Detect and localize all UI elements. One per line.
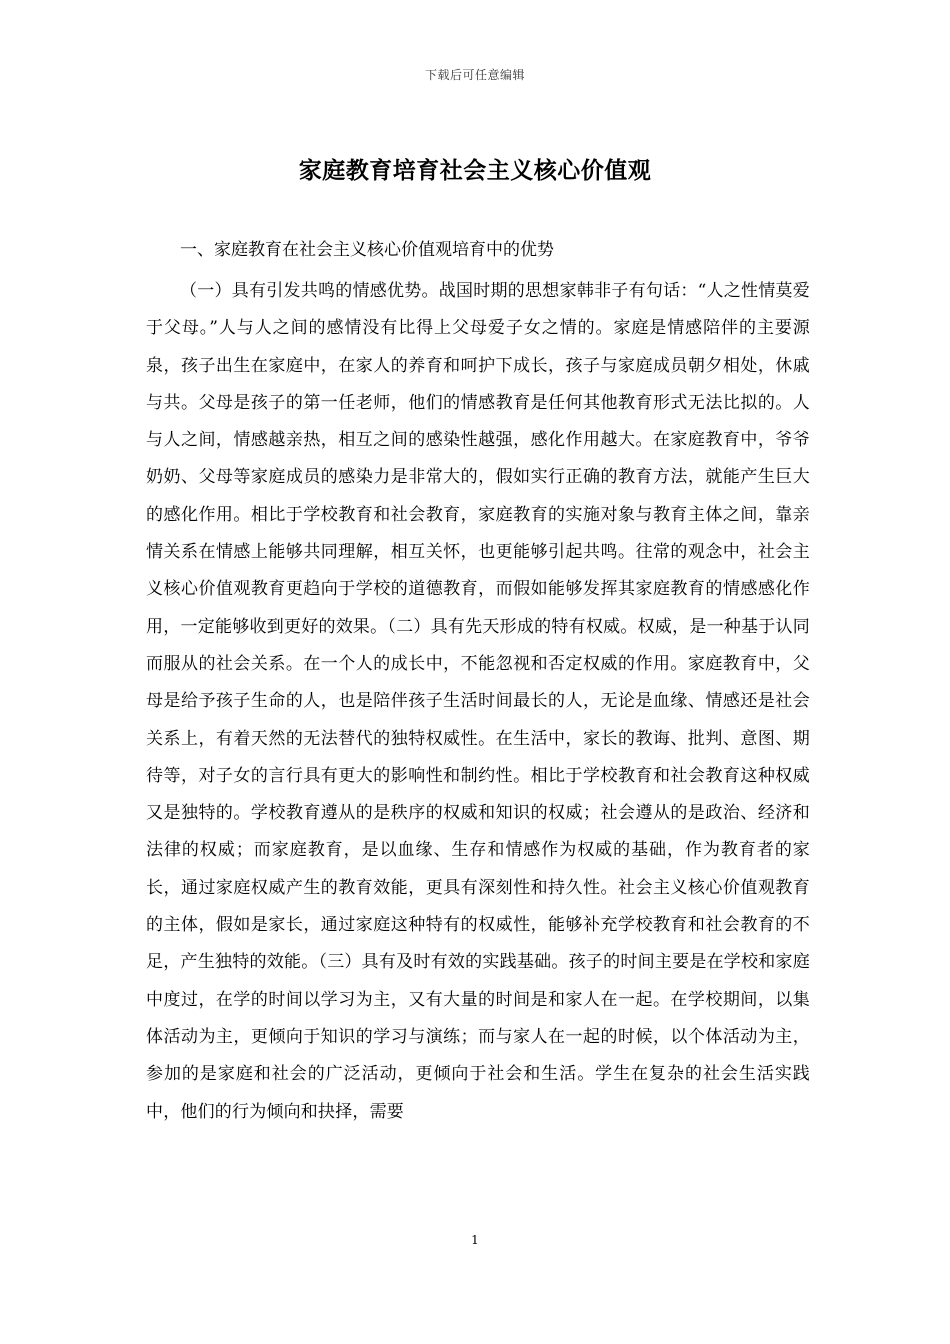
document-title: 家庭教育培育社会主义核心价值观 [298,157,652,184]
body-paragraph: （一）具有引发共鸣的情感优势。战国时期的思想家韩非子有句话：“人之性情莫爱于父母。”人与人之间的感情没有比得上父母爱子女之情的。家庭是情感陪伴的主要源泉，孩子出生在家庭中，在家人的养育和呵护下成长，孩子与家庭成员朝夕相处，休戚与共。父母是孩子的第一任老师，他们的情感教育是任何其他教育形式无法比拟的。人与人之间，情感越亲热，相互之间的感染性越强，感化作用越大。在家庭教育中，爷爷奶奶、父母等家庭成员的感染力是非常大的，假如实行正确的教育方法，就能产生巨大的感化作用。相比于学校教育和社会教育，家庭教育的实施对象与教育主体之间，靠亲情关系在情感上能够共同理解，相互关怀，也更能够引起共鸣。往常的观念中，社会主义核心价值观教育更趋向于学校的道德教育，而假如能够发挥其家庭教育的情感感化作用，一定能够收到更好的效果。（二）具有先天形成的特有权威。权威，是一种基于认同而服从的社会关系。在一个人的成长中，不能忽视和否定权威的作用。家庭教育中，父母是给予孩子生命的人，也是陪伴孩子生活时间最长的人，无论是血缘、情感还是社会关系上，有着天然的无法替代的独特权威性。在生活中，家长的教诲、批判、意图、期待等，对子女的言行具有更大的影响性和制约性。相比于学校教育和社会教育这种权威又是独特的。学校教育遵从的是秩序的权威和知识的权威；社会遵从的是政治、经济和法律的权威；而家庭教育，是以血缘、生存和情感作为权威的基础，作为教育者的家长，通过家庭权威产生的教育效能，更具有深刻性和持久性。社会主义核心价值观教育的主体，假如是家长，通过家庭这种特有的权威性，能够补充学校教育和社会教育的不足，产生独特的效能。（三）具有及时有效的实践基础。孩子的时间主要是在学校和家庭中度过，在学的时间以学习为主，又有大量的时间是和家人在一起。在学校期间，以集体活动为主，更倾向于知识的学习与演练；而与家人在一起的时候，以个体活动为主，参加的是家庭和社会的广泛活动，更倾向于社会和生活。学生在复杂的社会生活实践中，他们的行为倾向和抉择，需要 [146,281,810,1122]
page-number: 1 [471,1233,479,1247]
section-heading: 一、家庭教育在社会主义核心价值观培育中的优势 [180,240,554,260]
header-note: 下载后可任意编辑 [424,68,525,82]
